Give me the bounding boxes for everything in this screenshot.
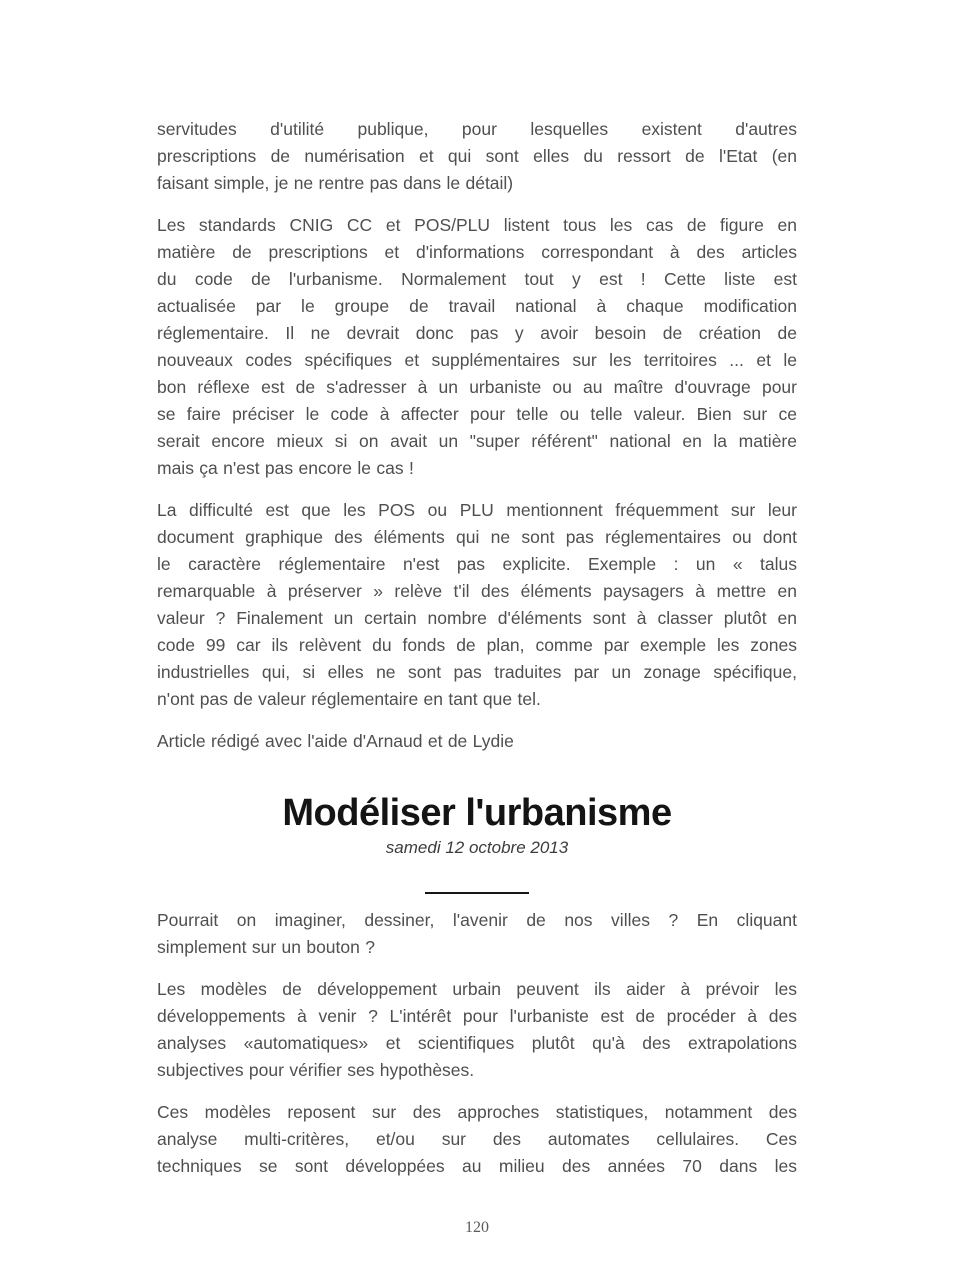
text-line: développements à venir ? L'intérêt pour l'urbaniste est de procéder à des	[157, 1006, 797, 1026]
text-line: faisant simple, je ne rentre pas dans le détail)	[157, 173, 514, 193]
paragraph	[157, 1099, 797, 1180]
text-line: subjectives pour vérifier ses hypothèses.	[157, 1060, 475, 1080]
text-line: Les standards CNIG CC et POS/PLU listent tous les cas de figure en	[157, 215, 797, 235]
text-line: industrielles qui, si elles ne sont pas traduites par un zonage spécifique,	[157, 662, 797, 682]
paragraph	[157, 907, 797, 961]
text-line: nouveaux codes spécifiques et supplémentaires sur les territoires ... et le	[157, 350, 797, 370]
article-title: Modéliser l'urbanisme	[282, 792, 672, 834]
text-line: La difficulté est que les POS ou PLU mentionnent fréquemment sur leur	[157, 500, 797, 520]
text-line: analyse multi-critères, et/ou sur des automates cellulaires. Ces	[157, 1129, 797, 1149]
section-article-body	[157, 907, 797, 1180]
text-line: le caractère réglementaire n'est pas explicite. Exemple : un « talus	[157, 554, 797, 574]
text-line: remarquable à préserver » relève t'il des éléments paysagers à mettre en	[157, 581, 797, 601]
text-line: Article rédigé avec l'aide d'Arnaud et de Lydie	[157, 731, 514, 751]
paragraph	[157, 976, 797, 1084]
text-line: analyses «automatiques» et scientifiques plutôt qu'à des extrapolations	[157, 1033, 797, 1053]
section-previous-article-text	[157, 116, 797, 755]
text-line: serait encore mieux si on avait un "super référent" national en la matière	[157, 431, 797, 451]
text-line: se faire préciser le code à affecter pour telle ou telle valeur. Bien sur ce	[157, 404, 797, 424]
text-line: bon réflexe est de s'adresser à un urbaniste ou au maître d'ouvrage pour	[157, 377, 797, 397]
text-line: document graphique des éléments qui ne sont pas réglementaires ou dont	[157, 527, 797, 547]
text-line: valeur ? Finalement un certain nombre d'éléments sont à classer plutôt en	[157, 608, 797, 628]
text-line: mais ça n'est pas encore le cas !	[157, 458, 414, 478]
text-line: simplement sur un bouton ?	[157, 937, 375, 957]
text-line: servitudes d'utilité publique, pour lesquelles existent d'autres	[157, 119, 797, 139]
text-line: Les modèles de développement urbain peuvent ils aider à prévoir les	[157, 979, 797, 999]
page-content	[157, 116, 797, 1195]
text-line: actualisée par le groupe de travail national à chaque modification	[157, 296, 797, 316]
text-line: Ces modèles reposent sur des approches statistiques, notamment des	[157, 1102, 797, 1122]
text-line: n'ont pas de valeur réglementaire en tant que tel.	[157, 689, 541, 709]
paragraph	[157, 497, 797, 713]
text-line: prescriptions de numérisation et qui sont elles du ressort de l'Etat (en	[157, 146, 797, 166]
text-line: code 99 car ils relèvent du fonds de plan, comme par exemple les zones	[157, 635, 797, 655]
paragraph	[157, 728, 797, 755]
section-divider	[425, 892, 529, 894]
text-line: techniques se sont développées au milieu des années 70 dans les	[157, 1156, 797, 1176]
paragraph	[157, 212, 797, 482]
text-line: du code de l'urbanisme. Normalement tout y est ! Cette liste est	[157, 269, 797, 289]
page-number: 120	[465, 1219, 489, 1236]
text-line: Pourrait on imaginer, dessiner, l'avenir de nos villes ? En cliquant	[157, 910, 797, 930]
text-line: matière de prescriptions et d'informations correspondant à des articles	[157, 242, 797, 262]
paragraph	[157, 116, 797, 197]
article-date: samedi 12 octobre 2013	[385, 838, 569, 857]
text-line: réglementaire. Il ne devrait donc pas y avoir besoin de création de	[157, 323, 797, 343]
